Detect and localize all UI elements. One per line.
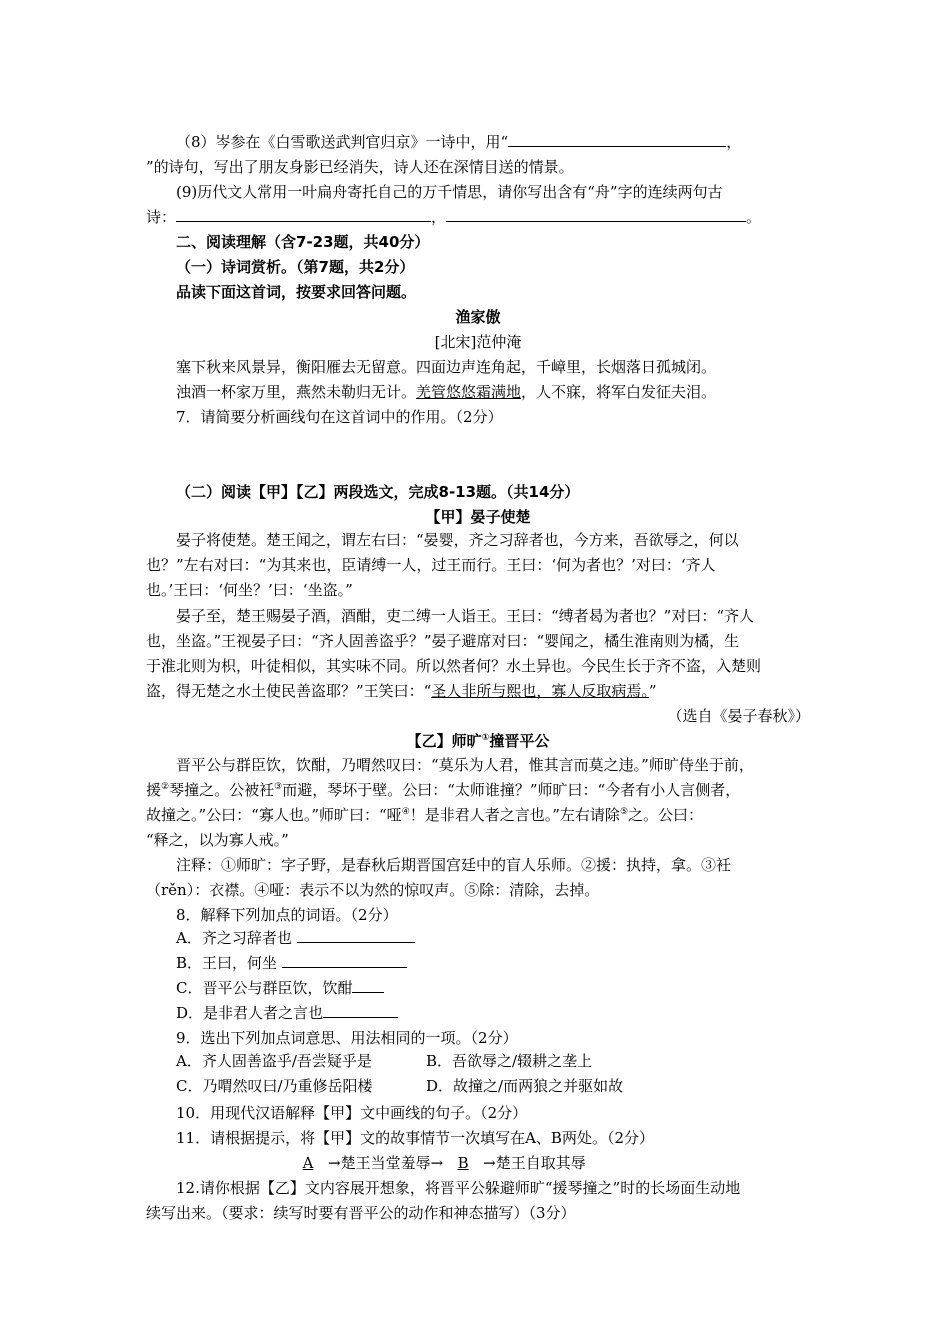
answer-blank[interactable]: [446, 207, 746, 222]
underlined-sentence: 圣人非所与熙也，寡人反取病焉。: [431, 682, 649, 700]
jia-text: 于淮北则为枳，叶徒相似，其实味不同。所以然者何？水土异也。今民生长于齐不盗，入楚则: [146, 657, 762, 675]
answer-blank[interactable]: [176, 207, 431, 222]
underlined-line: 羌管悠悠霜满地: [416, 383, 522, 401]
q9-line1: (9)历代文人常用一叶扁舟寄托自己的万千情思，请你写出含有“舟”字的连续两句古: [176, 183, 723, 201]
poem-line: 浊酒一杯家万里，燕然未勒归无计。羌管悠悠霜满地，人不寐，将军白发征夫泪。: [176, 383, 717, 401]
jia-text: 晏子至，楚王赐晏子酒，酒酣，吏二缚一人诣王。王曰：“缚者曷为者也？”对曰：“齐人: [176, 607, 755, 625]
q9-line2: 诗： ， 。: [146, 208, 762, 226]
jia-title: 【甲】晏子使楚: [425, 508, 531, 526]
yi-title: 【乙】师旷①撞晋平公: [406, 732, 550, 750]
q12: 12.请你根据【乙】文内容展开想象，将晋平公躲避师旷“援琴撞之”时的长场面生动地: [176, 1179, 741, 1197]
q8-line1: （8）岑参在《白雪歌送武判官归京》一诗中，用“ ，: [176, 133, 742, 151]
subsection1-title: （一）诗词赏析。（第7题，共2分）: [176, 258, 415, 276]
blank-a[interactable]: A: [302, 1154, 314, 1172]
q8-option-d: D．是非君人者之言也: [176, 1003, 840, 1023]
jia-text: 盗，得无楚之水土使民善盗耶？”王笑曰：“圣人非所与熙也，寡人反取病焉。”: [146, 682, 657, 700]
yi-text: 援②琴撞之。公被衽③而避，琴坏于壁。公曰：“太师谁撞？”师旷曰：“今者有小人言侧者，: [146, 781, 741, 799]
yi-text: 故撞之。”公曰：“寡人也。”师旷曰：“哑④！是非君人者之言也。”左右请除⑤之。公曰：: [146, 806, 704, 824]
q11-flow: A →楚王当堂羞辱→ B →楚王自取其辱: [288, 1153, 808, 1173]
jia-text: 也？”左右对曰：“为其来也，臣请缚一人，过王而行。王曰：‘何为者也？’对曰：‘齐人: [146, 556, 716, 574]
answer-blank[interactable]: [282, 953, 407, 968]
answer-blank[interactable]: [352, 978, 384, 993]
jia-source: （选自《晏子春秋》）: [667, 707, 810, 725]
jia-text: 也，坐盗。”王视晏子曰：“齐人固善盗乎？”晏子避席对曰：“婴闻之，橘生淮南则为橘，生: [146, 632, 740, 650]
answer-blank[interactable]: [323, 1003, 398, 1018]
q8-option-b: B．王曰，何坐: [176, 953, 840, 973]
q8-line2: ”的诗句，写出了朋友身影已经消失，诗人还在深情目送的情景。: [146, 158, 574, 176]
q8-option-c: C．晋平公与群臣饮，饮酣: [176, 978, 840, 998]
blank-b[interactable]: B: [457, 1154, 469, 1172]
q8-option-a: A．齐之习辞者也: [176, 928, 840, 948]
yi-notes: （rěn）：衣襟。④哑：表示不以为然的惊叹声。⑤除：清除，去掉。: [146, 881, 600, 899]
poem-line: 塞下秋来风景异，衡阳雁去无留意。四面边声连角起，千嶂里，长烟落日孤城闭。: [176, 358, 717, 376]
yi-notes: 注释：①师旷：字子野，是春秋后期晋国宫廷中的盲人乐师。②援：执持，拿。③衽: [176, 856, 732, 874]
q8-stem: 8．解释下列加点的词语。（2分）: [176, 906, 398, 924]
q9-stem: 9．选出下列加点词意思、用法相同的一项。（2分）: [176, 1029, 518, 1047]
q10: 10．用现代汉语解释【甲】文中画线的句子。（2分）: [176, 1104, 528, 1122]
instruction: 品读下面这首词，按要求回答问题。: [176, 283, 417, 301]
poem-author: [北宋]范仲淹: [434, 333, 522, 351]
q12: 续写出来。（要求：续写时要有晋平公的动作和神态描写）（3分）: [146, 1204, 576, 1222]
yi-text: 晋平公与群臣饮，饮酣，乃喟然叹曰：“莫乐为人君，惟其言而莫之违。”师旷侍坐于前，: [176, 756, 754, 774]
q9-options-cd: C．乃喟然叹曰/乃重修岳阳楼 D．故撞之/而两狼之并驱如故: [176, 1077, 624, 1095]
section2-title: 二、阅读理解（含7-23题，共40分）: [176, 233, 430, 251]
answer-blank[interactable]: [297, 928, 415, 943]
jia-text: 也。’王曰：‘何坐？’曰：‘坐盗。”: [146, 581, 353, 599]
subsection2-title: （二）阅读【甲】【乙】两段选文，完成8-13题。（共14分）: [176, 483, 580, 501]
jia-text: 晏子将使楚。楚王闻之，谓左右曰：“晏婴，齐之习辞者也，今方来，吾欲辱之，何以: [176, 531, 739, 549]
yi-text: “释之，以为寡人戒。”: [146, 831, 289, 849]
answer-blank[interactable]: [508, 132, 726, 147]
q9-options-ab: A．齐人固善盗乎/吾尝疑乎是 B．吾欲辱之/辍耕之垄上: [176, 1052, 593, 1070]
q7: 7．请简要分析画线句在这首词中的作用。（2分）: [176, 408, 503, 426]
poem-title: 渔家傲: [455, 308, 501, 326]
q11-stem: 11．请根据提示，将【甲】文的故事情节一次填写在A、B两处。（2分）: [176, 1129, 654, 1147]
